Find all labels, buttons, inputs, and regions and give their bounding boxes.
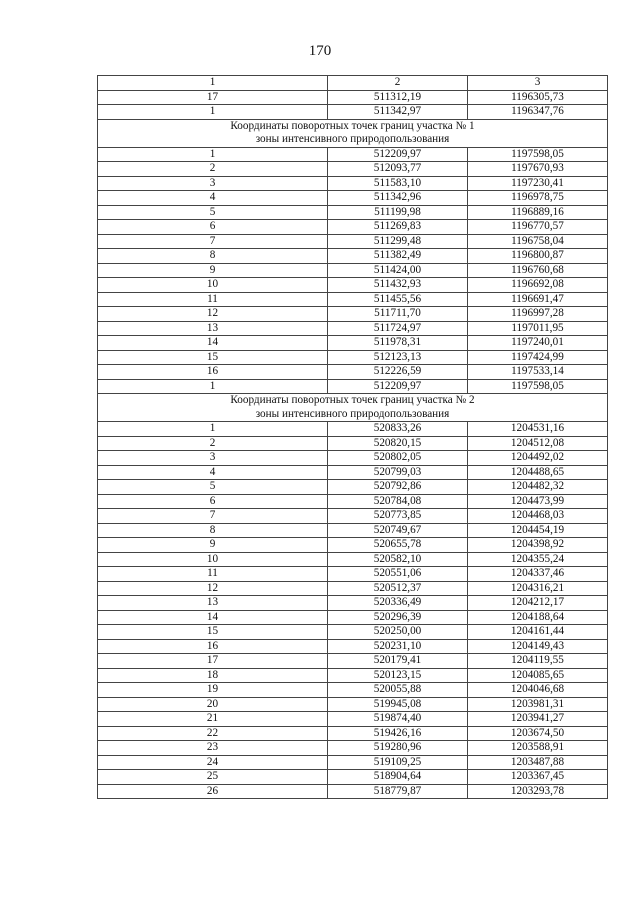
point-number-cell: 12 xyxy=(98,307,328,322)
y-coordinate-cell: 1204316,21 xyxy=(468,581,608,596)
point-number-cell: 4 xyxy=(98,465,328,480)
point-number-cell: 15 xyxy=(98,350,328,365)
table-row xyxy=(98,712,608,727)
table-row xyxy=(98,538,608,553)
x-coordinate-cell: 519280,96 xyxy=(328,741,468,756)
y-coordinate-cell: 1196997,28 xyxy=(468,307,608,322)
y-coordinate-cell: 1204212,17 xyxy=(468,596,608,611)
y-coordinate-cell: 1196770,57 xyxy=(468,220,608,235)
x-coordinate-cell: 511432,93 xyxy=(328,278,468,293)
page-number: 170 xyxy=(308,43,332,59)
x-coordinate-cell: 511342,96 xyxy=(328,191,468,206)
x-coordinate-cell: 511583,10 xyxy=(328,176,468,191)
point-number-cell: 9 xyxy=(98,538,328,553)
y-coordinate-cell: 1204512,08 xyxy=(468,436,608,451)
header-cell-x: 2 xyxy=(328,76,468,91)
table-row xyxy=(98,683,608,698)
table-row xyxy=(98,321,608,336)
table-row xyxy=(98,234,608,249)
y-coordinate-cell: 1204454,19 xyxy=(468,523,608,538)
point-number-cell: 19 xyxy=(98,683,328,698)
y-coordinate-cell: 1203981,31 xyxy=(468,697,608,712)
point-number-cell: 1 xyxy=(98,105,328,120)
table-row xyxy=(98,191,608,206)
x-coordinate-cell: 518904,64 xyxy=(328,770,468,785)
x-coordinate-cell: 520799,03 xyxy=(328,465,468,480)
point-number-cell: 20 xyxy=(98,697,328,712)
table-row xyxy=(98,278,608,293)
y-coordinate-cell: 1204398,92 xyxy=(468,538,608,553)
section-title-line: зоны интенсивного природопользования xyxy=(255,407,450,420)
y-coordinate-cell: 1204492,02 xyxy=(468,451,608,466)
y-coordinate-cell: 1204161,44 xyxy=(468,625,608,640)
table-row xyxy=(98,249,608,264)
y-coordinate-cell: 1196692,08 xyxy=(468,278,608,293)
y-coordinate-cell: 1197533,14 xyxy=(468,365,608,380)
y-coordinate-cell: 1197670,93 xyxy=(468,162,608,177)
x-coordinate-cell: 511269,83 xyxy=(328,220,468,235)
table-row xyxy=(98,625,608,640)
point-number-cell: 9 xyxy=(98,263,328,278)
table-row xyxy=(98,451,608,466)
x-coordinate-cell: 520336,49 xyxy=(328,596,468,611)
point-number-cell: 11 xyxy=(98,567,328,582)
y-coordinate-cell: 1196347,76 xyxy=(468,105,608,120)
y-coordinate-cell: 1204337,46 xyxy=(468,567,608,582)
table-row xyxy=(98,784,608,799)
y-coordinate-cell: 1196758,04 xyxy=(468,234,608,249)
x-coordinate-cell: 512123,13 xyxy=(328,350,468,365)
point-number-cell: 24 xyxy=(98,755,328,770)
point-number-cell: 13 xyxy=(98,321,328,336)
y-coordinate-cell: 1204488,65 xyxy=(468,465,608,480)
table-header-row xyxy=(98,76,608,91)
x-coordinate-cell: 520582,10 xyxy=(328,552,468,567)
y-coordinate-cell: 1204355,24 xyxy=(468,552,608,567)
y-coordinate-cell: 1204473,99 xyxy=(468,494,608,509)
y-coordinate-cell: 1197230,41 xyxy=(468,176,608,191)
x-coordinate-cell: 519109,25 xyxy=(328,755,468,770)
x-coordinate-cell: 520749,67 xyxy=(328,523,468,538)
y-coordinate-cell: 1204188,64 xyxy=(468,610,608,625)
x-coordinate-cell: 520551,06 xyxy=(328,567,468,582)
x-coordinate-cell: 519874,40 xyxy=(328,712,468,727)
table-row xyxy=(98,654,608,669)
point-number-cell: 8 xyxy=(98,249,328,264)
table-row xyxy=(98,147,608,162)
x-coordinate-cell: 520123,15 xyxy=(328,668,468,683)
table-row xyxy=(98,422,608,437)
table-row xyxy=(98,741,608,756)
x-coordinate-cell: 520773,85 xyxy=(328,509,468,524)
y-coordinate-cell: 1204482,32 xyxy=(468,480,608,495)
table-row xyxy=(98,552,608,567)
table-row xyxy=(98,610,608,625)
y-coordinate-cell: 1203367,45 xyxy=(468,770,608,785)
y-coordinate-cell: 1196760,68 xyxy=(468,263,608,278)
y-coordinate-cell: 1203487,88 xyxy=(468,755,608,770)
x-coordinate-cell: 511724,97 xyxy=(328,321,468,336)
x-coordinate-cell: 512209,97 xyxy=(328,147,468,162)
point-number-cell: 4 xyxy=(98,191,328,206)
x-coordinate-cell: 512093,77 xyxy=(328,162,468,177)
point-number-cell: 17 xyxy=(98,90,328,105)
x-coordinate-cell: 520296,39 xyxy=(328,610,468,625)
point-number-cell: 6 xyxy=(98,220,328,235)
point-number-cell: 14 xyxy=(98,610,328,625)
table-row xyxy=(98,176,608,191)
point-number-cell: 3 xyxy=(98,451,328,466)
table-row xyxy=(98,770,608,785)
y-coordinate-cell: 1204119,55 xyxy=(468,654,608,669)
table-row xyxy=(98,205,608,220)
table-row xyxy=(98,567,608,582)
header-cell-point: 1 xyxy=(98,76,328,91)
x-coordinate-cell: 511199,98 xyxy=(328,205,468,220)
x-coordinate-cell: 520802,05 xyxy=(328,451,468,466)
table-row xyxy=(98,668,608,683)
x-coordinate-cell: 520055,88 xyxy=(328,683,468,698)
y-coordinate-cell: 1203293,78 xyxy=(468,784,608,799)
x-coordinate-cell: 511424,00 xyxy=(328,263,468,278)
coordinates-table-body xyxy=(98,76,608,799)
x-coordinate-cell: 512209,97 xyxy=(328,379,468,394)
point-number-cell: 13 xyxy=(98,596,328,611)
x-coordinate-cell: 520512,37 xyxy=(328,581,468,596)
point-number-cell: 26 xyxy=(98,784,328,799)
table-row xyxy=(98,436,608,451)
x-coordinate-cell: 520231,10 xyxy=(328,639,468,654)
x-coordinate-cell: 511342,97 xyxy=(328,105,468,120)
section-title xyxy=(98,394,608,422)
table-row xyxy=(98,365,608,380)
point-number-cell: 16 xyxy=(98,365,328,380)
table-row xyxy=(98,509,608,524)
table-row xyxy=(98,581,608,596)
x-coordinate-cell: 519426,16 xyxy=(328,726,468,741)
table-row xyxy=(98,162,608,177)
y-coordinate-cell: 1204085,65 xyxy=(468,668,608,683)
x-coordinate-cell: 520792,86 xyxy=(328,480,468,495)
x-coordinate-cell: 511312,19 xyxy=(328,90,468,105)
table-row xyxy=(98,480,608,495)
table-row xyxy=(98,350,608,365)
y-coordinate-cell: 1197424,99 xyxy=(468,350,608,365)
section-title xyxy=(98,119,608,147)
section-title-line: зоны интенсивного природопользования xyxy=(255,133,450,145)
point-number-cell: 17 xyxy=(98,654,328,669)
section-title-row xyxy=(98,394,608,422)
y-coordinate-cell: 1196978,75 xyxy=(468,191,608,206)
point-number-cell: 1 xyxy=(98,379,328,394)
table-row xyxy=(98,639,608,654)
y-coordinate-cell: 1197011,95 xyxy=(468,321,608,336)
table-row xyxy=(98,755,608,770)
y-coordinate-cell: 1203941,27 xyxy=(468,712,608,727)
y-coordinate-cell: 1197240,01 xyxy=(468,336,608,351)
table-row xyxy=(98,336,608,351)
point-number-cell: 22 xyxy=(98,726,328,741)
point-number-cell: 10 xyxy=(98,278,328,293)
point-number-cell: 5 xyxy=(98,205,328,220)
y-coordinate-cell: 1204468,03 xyxy=(468,509,608,524)
point-number-cell: 12 xyxy=(98,581,328,596)
table-row xyxy=(98,307,608,322)
table-row xyxy=(98,494,608,509)
section-title-row xyxy=(98,119,608,147)
x-coordinate-cell: 511382,49 xyxy=(328,249,468,264)
point-number-cell: 23 xyxy=(98,741,328,756)
table-row xyxy=(98,465,608,480)
point-number-cell: 10 xyxy=(98,552,328,567)
y-coordinate-cell: 1197598,05 xyxy=(468,379,608,394)
point-number-cell: 1 xyxy=(98,147,328,162)
x-coordinate-cell: 518779,87 xyxy=(328,784,468,799)
table-row xyxy=(98,523,608,538)
y-coordinate-cell: 1197598,05 xyxy=(468,147,608,162)
point-number-cell: 2 xyxy=(98,436,328,451)
section-title-line: Координаты поворотных точек границ участка № 1 xyxy=(230,119,475,132)
table-row xyxy=(98,263,608,278)
table-row xyxy=(98,220,608,235)
x-coordinate-cell: 520820,15 xyxy=(328,436,468,451)
point-number-cell: 21 xyxy=(98,712,328,727)
y-coordinate-cell: 1196691,47 xyxy=(468,292,608,307)
table-row xyxy=(98,697,608,712)
table-row xyxy=(98,292,608,307)
x-coordinate-cell: 520784,08 xyxy=(328,494,468,509)
point-number-cell: 8 xyxy=(98,523,328,538)
x-coordinate-cell: 511455,56 xyxy=(328,292,468,307)
point-number-cell: 5 xyxy=(98,480,328,495)
x-coordinate-cell: 511711,70 xyxy=(328,307,468,322)
x-coordinate-cell: 520833,26 xyxy=(328,422,468,437)
x-coordinate-cell: 511299,48 xyxy=(328,234,468,249)
point-number-cell: 7 xyxy=(98,509,328,524)
point-number-cell: 11 xyxy=(98,292,328,307)
point-number-cell: 7 xyxy=(98,234,328,249)
point-number-cell: 3 xyxy=(98,176,328,191)
y-coordinate-cell: 1203674,50 xyxy=(468,726,608,741)
x-coordinate-cell: 512226,59 xyxy=(328,365,468,380)
y-coordinate-cell: 1196800,87 xyxy=(468,249,608,264)
point-number-cell: 1 xyxy=(98,422,328,437)
point-number-cell: 16 xyxy=(98,639,328,654)
table-row xyxy=(98,726,608,741)
x-coordinate-cell: 519945,08 xyxy=(328,697,468,712)
y-coordinate-cell: 1203588,91 xyxy=(468,741,608,756)
point-number-cell: 18 xyxy=(98,668,328,683)
point-number-cell: 14 xyxy=(98,336,328,351)
x-coordinate-cell: 520250,00 xyxy=(328,625,468,640)
x-coordinate-cell: 520655,78 xyxy=(328,538,468,553)
coordinates-table xyxy=(97,75,608,799)
table-row xyxy=(98,105,608,120)
header-cell-y: 3 xyxy=(468,76,608,91)
table-row xyxy=(98,596,608,611)
y-coordinate-cell: 1196305,73 xyxy=(468,90,608,105)
x-coordinate-cell: 511978,31 xyxy=(328,336,468,351)
y-coordinate-cell: 1204531,16 xyxy=(468,422,608,437)
y-coordinate-cell: 1204046,68 xyxy=(468,683,608,698)
section-title-line: Координаты поворотных точек границ участка № 2 xyxy=(230,394,475,406)
table-row xyxy=(98,90,608,105)
y-coordinate-cell: 1196889,16 xyxy=(468,205,608,220)
table-row xyxy=(98,379,608,394)
point-number-cell: 2 xyxy=(98,162,328,177)
y-coordinate-cell: 1204149,43 xyxy=(468,639,608,654)
point-number-cell: 15 xyxy=(98,625,328,640)
point-number-cell: 6 xyxy=(98,494,328,509)
x-coordinate-cell: 520179,41 xyxy=(328,654,468,669)
point-number-cell: 25 xyxy=(98,770,328,785)
